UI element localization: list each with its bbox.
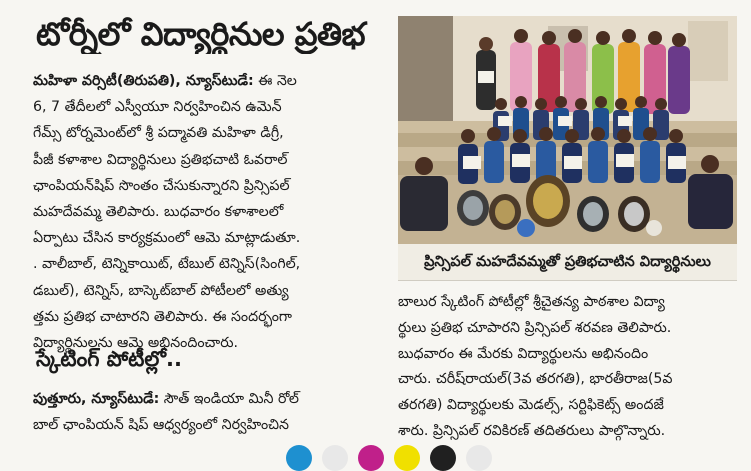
body-line: బాలుర స్కేటింగ్ పోటీల్లో శ్రీచైతన్య పాఠశాల విద్యా (398, 294, 665, 310)
body-line: ర్థులు ప్రతిభ చూపారని ప్రిన్సిపల్ శరవణ తెలిపారు. (398, 319, 672, 336)
subarticle-dateline: పుత్తూరు, న్యూస్‌టుడే: (33, 391, 160, 407)
body-line: మహదేవమ్మ తెలిపారు. బుధవారం కళాశాలలో (33, 204, 284, 221)
registration-dot (322, 445, 348, 471)
article-headline: టోర్నీలో విద్యార్థినుల ప్రతిభ (36, 15, 365, 53)
body-line: ఛాంపియన్‌షిప్ సొంతం చేసుకున్నారని ప్రిన్సిపల్ (33, 177, 290, 194)
body-line: శారు. ప్రిన్సిపల్ రవికిరణ్ తదితరులు పాల్గొన్నారు. (398, 422, 666, 439)
registration-dot (466, 445, 492, 471)
body-line: తరగతి) విద్యార్థులకు మెడల్స్, సర్టిఫికెట్స్ అందజే (398, 397, 664, 414)
article-body-left (33, 68, 388, 356)
article-body-right (398, 290, 738, 445)
registration-dot (430, 445, 456, 471)
body-text: సౌత్ ఇండియా మినీ రోల్ (163, 391, 299, 407)
group-photo (398, 16, 737, 244)
sub-first-line (33, 386, 388, 412)
body-line: బుధవారం ఈ మేరకు విద్యార్థులను అభినందిం (398, 345, 649, 362)
body-line: గేమ్స్ టోర్నమెంట్‌లో శ్రీ పద్మావతి మహిళా డిగ్రీ, (33, 125, 284, 142)
body-line: డబుల్), టెన్నిస్, బాస్కెట్‌బాల్ పోటీలలో అత్యు (33, 282, 289, 299)
group-photo-illustration (398, 16, 737, 244)
photo-caption: ప్రిన్సిపల్ మహదేవమ్మతో ప్రతిభచాటిన విద్యార్థినులు (398, 244, 737, 281)
registration-dot (394, 445, 420, 471)
body-line: బాల్ ఛాంపియన్ షిప్ ఆధ్వర్యంలో నిర్వహించిన (33, 417, 290, 433)
body-line: త్తమ ప్రతిభ చాటారని తెలిపారు. ఈ సందర్భంగా (33, 308, 292, 325)
body-line: ఏర్పాటు చేసిన కార్యక్రమంలో ఆమె మాట్లాడుతూ. (33, 230, 301, 247)
body-line: విద్యార్థినులను ఆమె అభినందించారు. (33, 335, 239, 352)
registration-dot (358, 445, 384, 471)
body-line: పీజీ కళాశాల విద్యార్థినులు ప్రతిభచాటి ఓవరాల్ (33, 151, 288, 168)
subarticle-body (33, 386, 388, 438)
body-text: ఈ నెల (258, 73, 297, 89)
subarticle-headline: స్కేటింగ్ పోటీల్లో.. (36, 347, 182, 371)
registration-dot (286, 445, 312, 471)
body-line: . వాలీబాల్, టెన్నికాయిట్, టేబుల్ టెన్నిస్(సింగిల్, (33, 256, 301, 273)
first-line (33, 68, 388, 94)
body-line: 6, 7 తేదీలలో ఎస్వీయూ నిర్వహించిన ఉమెన్ (33, 99, 282, 116)
article-dateline: మహిళా వర్సిటీ(తిరుపతి), న్యూస్‌టుడే: (33, 73, 254, 89)
body-line: చారు. చరీష్‌రాయల్(3వ తరగతి), భారతీరాజ(5వ (398, 371, 673, 388)
